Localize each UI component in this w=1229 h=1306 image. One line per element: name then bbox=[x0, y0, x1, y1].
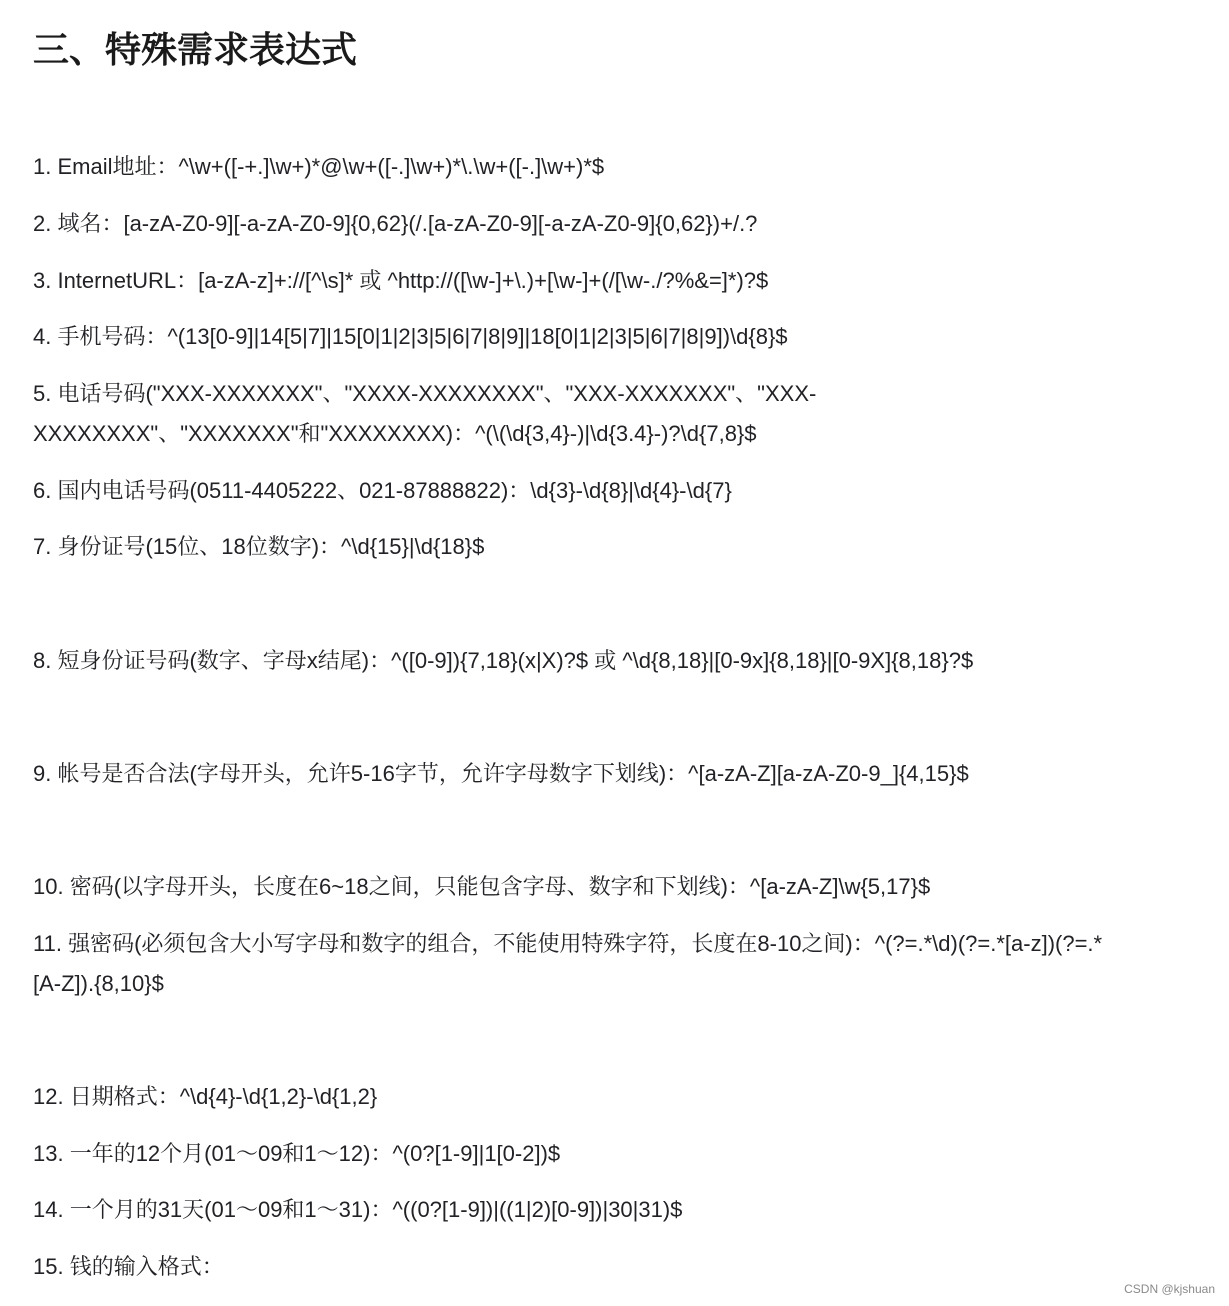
regex-item-day: 14. 一个月的31天(01～09和1～31)：^((0?[1-9])|((1|2)[0-9])|30|31)$ bbox=[33, 1197, 683, 1222]
section-heading: 三、特殊需求表达式 bbox=[33, 29, 358, 70]
regex-item-phone-line2: XXXXXXXX"、"XXXXXXX"和"XXXXXXXX)：^(\(\d{3,4}-)|\d{3.4}-)?\d{7,8}$ bbox=[33, 421, 757, 446]
regex-item-short-id: 8. 短身份证号码(数字、字母x结尾)：^([0-9]){7,18}(x|X)?$ 或 ^\d{8,18}|[0-9x]{8,18}|[0-9X]{8,18}?$ bbox=[33, 648, 974, 673]
regex-item-mobile: 4. 手机号码：^(13[0-9]|14[5|7]|15[0|1|2|3|5|6|7|8|9]|18[0|1|2|3|5|6|7|8|9])\d{8}$ bbox=[33, 324, 788, 349]
regex-item-email: 1. Email地址：^\w+([-+.]\w+)*@\w+([-.]\w+)*\.\w+([-.]\w+)*$ bbox=[33, 154, 605, 179]
regex-item-password: 10. 密码(以字母开头，长度在6~18之间，只能包含字母、数字和下划线)：^[a-zA-Z]\w{5,17}$ bbox=[33, 874, 931, 899]
regex-item-id-card: 7. 身份证号(15位、18位数字)：^\d{15}|\d{18}$ bbox=[33, 534, 485, 559]
regex-item-money: 15. 钱的输入格式： bbox=[33, 1254, 224, 1279]
regex-item-month: 13. 一年的12个月(01～09和1～12)：^(0?[1-9]|1[0-2])$ bbox=[33, 1141, 561, 1166]
regex-item-url: 3. InternetURL：[a-zA-z]+://[^\s]* 或 ^http://([\w-]+\.)+[\w-]+(/[\w-./?%&=]*)?$ bbox=[33, 268, 769, 293]
regex-item-domestic-phone: 6. 国内电话号码(0511-4405222、021-87888822)：\d{3}-\d{8}|\d{4}-\d{7} bbox=[33, 478, 732, 503]
regex-item-domain: 2. 域名：[a-zA-Z0-9][-a-zA-Z0-9]{0,62}(/.[a-zA-Z0-9][-a-zA-Z0-9]{0,62})+/.? bbox=[33, 211, 758, 236]
regex-item-strong-password-line1: 11. 强密码(必须包含大小写字母和数字的组合，不能使用特殊字符，长度在8-10之间)：^(?=.*\d)(?=.*[a-z])(?=.* bbox=[33, 931, 1103, 956]
csdn-watermark: CSDN @kjshuan bbox=[1124, 1282, 1215, 1296]
regex-item-phone-line1: 5. 电话号码("XXX-XXXXXXX"、"XXXX-XXXXXXXX"、"XXX-XXXXXXX"、"XXX- bbox=[33, 381, 817, 406]
regex-item-date: 12. 日期格式：^\d{4}-\d{1,2}-\d{1,2} bbox=[33, 1084, 378, 1109]
regex-item-strong-password-line2: [A-Z]).{8,10}$ bbox=[33, 971, 164, 996]
regex-item-account: 9. 帐号是否合法(字母开头，允许5-16字节，允许字母数字下划线)：^[a-zA-Z][a-zA-Z0-9_]{4,15}$ bbox=[33, 761, 969, 786]
